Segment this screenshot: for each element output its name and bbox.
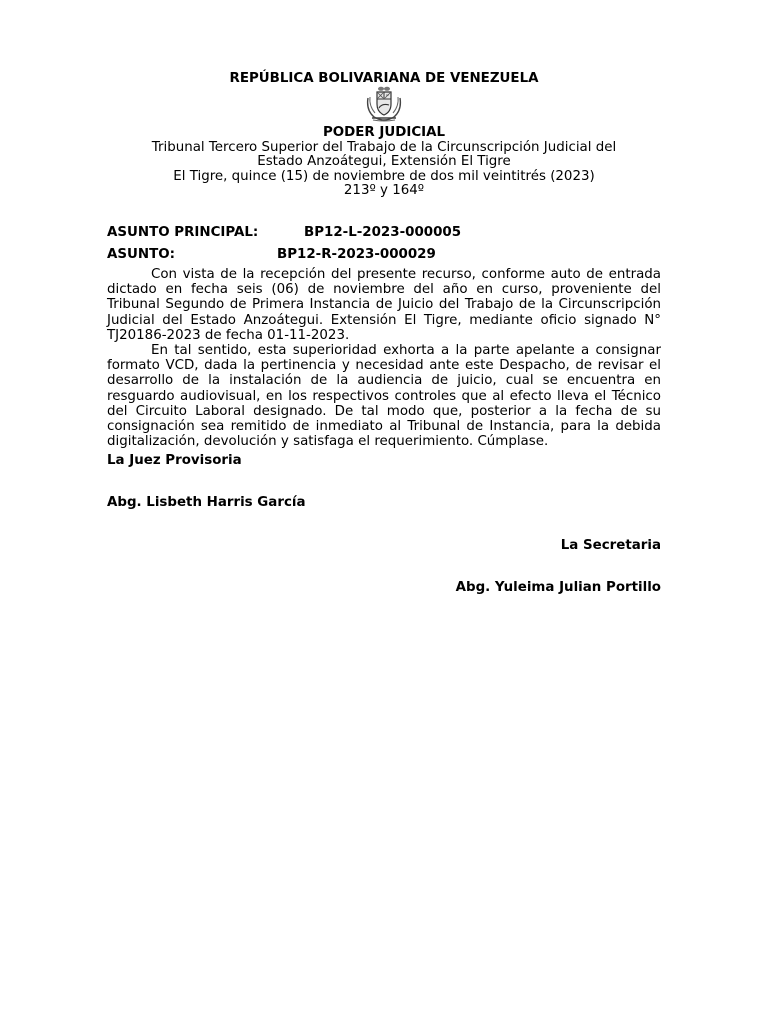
body-paragraph-2: En tal sentido, esta superioridad exhorta a la parte apelante a consignar formato VCD, dada la pertinencia y necesidad ante este Despacho, de revisar el desarrollo de la instalación de la audiencia de juicio, cual se encuentra en resguardo audiovisual, en los respectivos controles que al efecto lleva el Técnico del Circuito Laboral designado. De tal modo que, posterior a la fecha de su consignación sea remitido de inmediato al Tribunal de Instancia, para la debida digitalización, devolución y satisfaga el requerimiento. Cúmplase. <box>107 343 661 450</box>
secretary-title: La Secretaria <box>560 538 661 553</box>
secretary-name: Abg. Yuleima Julian Portillo <box>455 580 661 595</box>
coat-of-arms-icon <box>364 86 404 122</box>
judge-title: La Juez Provisoria <box>107 453 242 468</box>
asunto-value: BP12-R-2023-000029 <box>277 247 436 262</box>
branch-heading: PODER JUDICIAL <box>322 125 446 140</box>
principal-value: BP12-L-2023-000005 <box>304 225 462 240</box>
body-text <box>107 267 661 449</box>
principal-label: ASUNTO PRINCIPAL: <box>107 225 259 240</box>
judge-name: Abg. Lisbeth Harris García <box>107 495 306 510</box>
country-heading: REPÚBLICA BOLIVARIANA DE VENEZUELA <box>229 71 539 86</box>
asunto-label: ASUNTO: <box>107 247 175 262</box>
court-line-2: Estado Anzoátegui, Extensión El Tigre <box>257 154 511 169</box>
years-line: 213º y 164º <box>343 183 425 198</box>
body-paragraph-1: Con vista de la recepción del presente recurso, conforme auto de entrada dictado en fecha seis (06) de noviembre del año en curso, proveniente del Tribunal Segundo de Primera Instancia de Juicio del Trabajo de la Circunscripción Judicial del Estado Anzoátegui. Extensión El Tigre, mediante oficio signado N° TJ20186-2023 de fecha 01-11-2023. <box>107 267 661 343</box>
date-line: El Tigre, quince (15) de noviembre de dos mil veintitrés (2023) <box>173 169 595 184</box>
court-line-1: Tribunal Tercero Superior del Trabajo de la Circunscripción Judicial del <box>151 140 617 155</box>
